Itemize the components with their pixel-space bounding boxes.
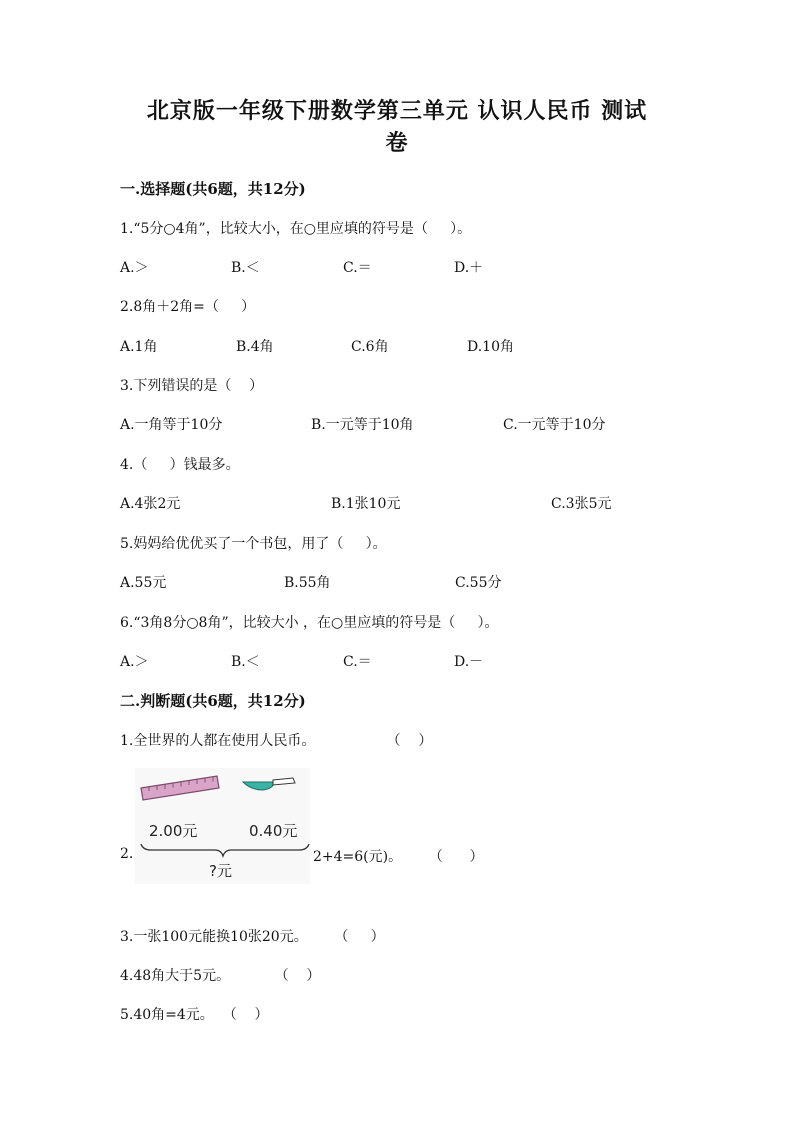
option-c: C.＝ <box>343 260 372 276</box>
judgement-question-4: 4.48角大于5元。 （ ） <box>120 968 321 984</box>
question-3: 3.下列错误的是（ ） <box>120 378 264 394</box>
ruler-icon <box>141 776 219 800</box>
question-6: 6.“3角8分○8角”，比较大小 ，在○里应填的符号是（ ）。 <box>120 615 499 631</box>
option-b: B.1张10元 <box>331 496 401 512</box>
option-a: A.55元 <box>120 575 167 591</box>
section-heading-choice: 一.选择题(共6题，共12分) <box>120 180 306 198</box>
option-c: C.55分 <box>455 575 502 591</box>
judgement-question-2-number: 2. <box>120 846 134 862</box>
knife-icon <box>243 778 295 790</box>
price-left-label: 2.00元 <box>149 822 198 840</box>
price-right-label: 0.40元 <box>249 822 298 840</box>
option-a: A.＞ <box>120 260 149 276</box>
page-title <box>100 95 694 159</box>
option-b: B.4角 <box>236 339 274 355</box>
judgement-question-3: 3.一张100元能换10张20元。 （ ） <box>120 929 385 945</box>
price-figure-svg <box>135 768 310 884</box>
option-a: A.4张2元 <box>120 496 181 512</box>
option-d: D.10角 <box>467 339 514 355</box>
judgement-question-5: 5.40角=4元。 （ ） <box>120 1007 269 1023</box>
judgement-question-2-text: 2+4=6(元)。 （ ） <box>313 849 484 865</box>
title-line-1: 北京版一年级下册数学第三单元 认识人民币 测试 <box>146 98 648 124</box>
option-c: C.6角 <box>351 339 389 355</box>
total-label: ?元 <box>209 862 232 880</box>
question-2: 2.8角＋2角=（ ） <box>120 299 256 315</box>
title-line-2: 卷 <box>385 130 409 156</box>
question-4: 4.（ ）钱最多。 <box>120 457 240 473</box>
option-b: B.55角 <box>284 575 331 591</box>
option-a: A.1角 <box>120 339 158 355</box>
option-c: C.一元等于10分 <box>503 417 606 433</box>
ruler-knife-price-figure <box>135 768 310 884</box>
option-d: D.＋ <box>454 260 484 276</box>
option-d: D.－ <box>454 654 484 670</box>
option-b: B.一元等于10角 <box>311 417 414 433</box>
total-brace <box>141 844 309 856</box>
section-heading-judgement: 二.判断题(共6题，共12分) <box>120 692 306 710</box>
judgement-question-1: 1.全世界的人都在使用人民币。 （ ） <box>120 733 433 749</box>
option-a: A.一角等于10分 <box>120 417 223 433</box>
question-1: 1.“5分○4角”，比较大小，在○里应填的符号是（ ）。 <box>120 221 472 237</box>
option-c: C.3张5元 <box>551 496 612 512</box>
question-5: 5.妈妈给优优买了一个书包，用了（ ）。 <box>120 536 387 552</box>
option-c: C.＝ <box>343 654 372 670</box>
option-b: B.＜ <box>231 260 260 276</box>
option-b: B.＜ <box>231 654 260 670</box>
option-a: A.＞ <box>120 654 149 670</box>
